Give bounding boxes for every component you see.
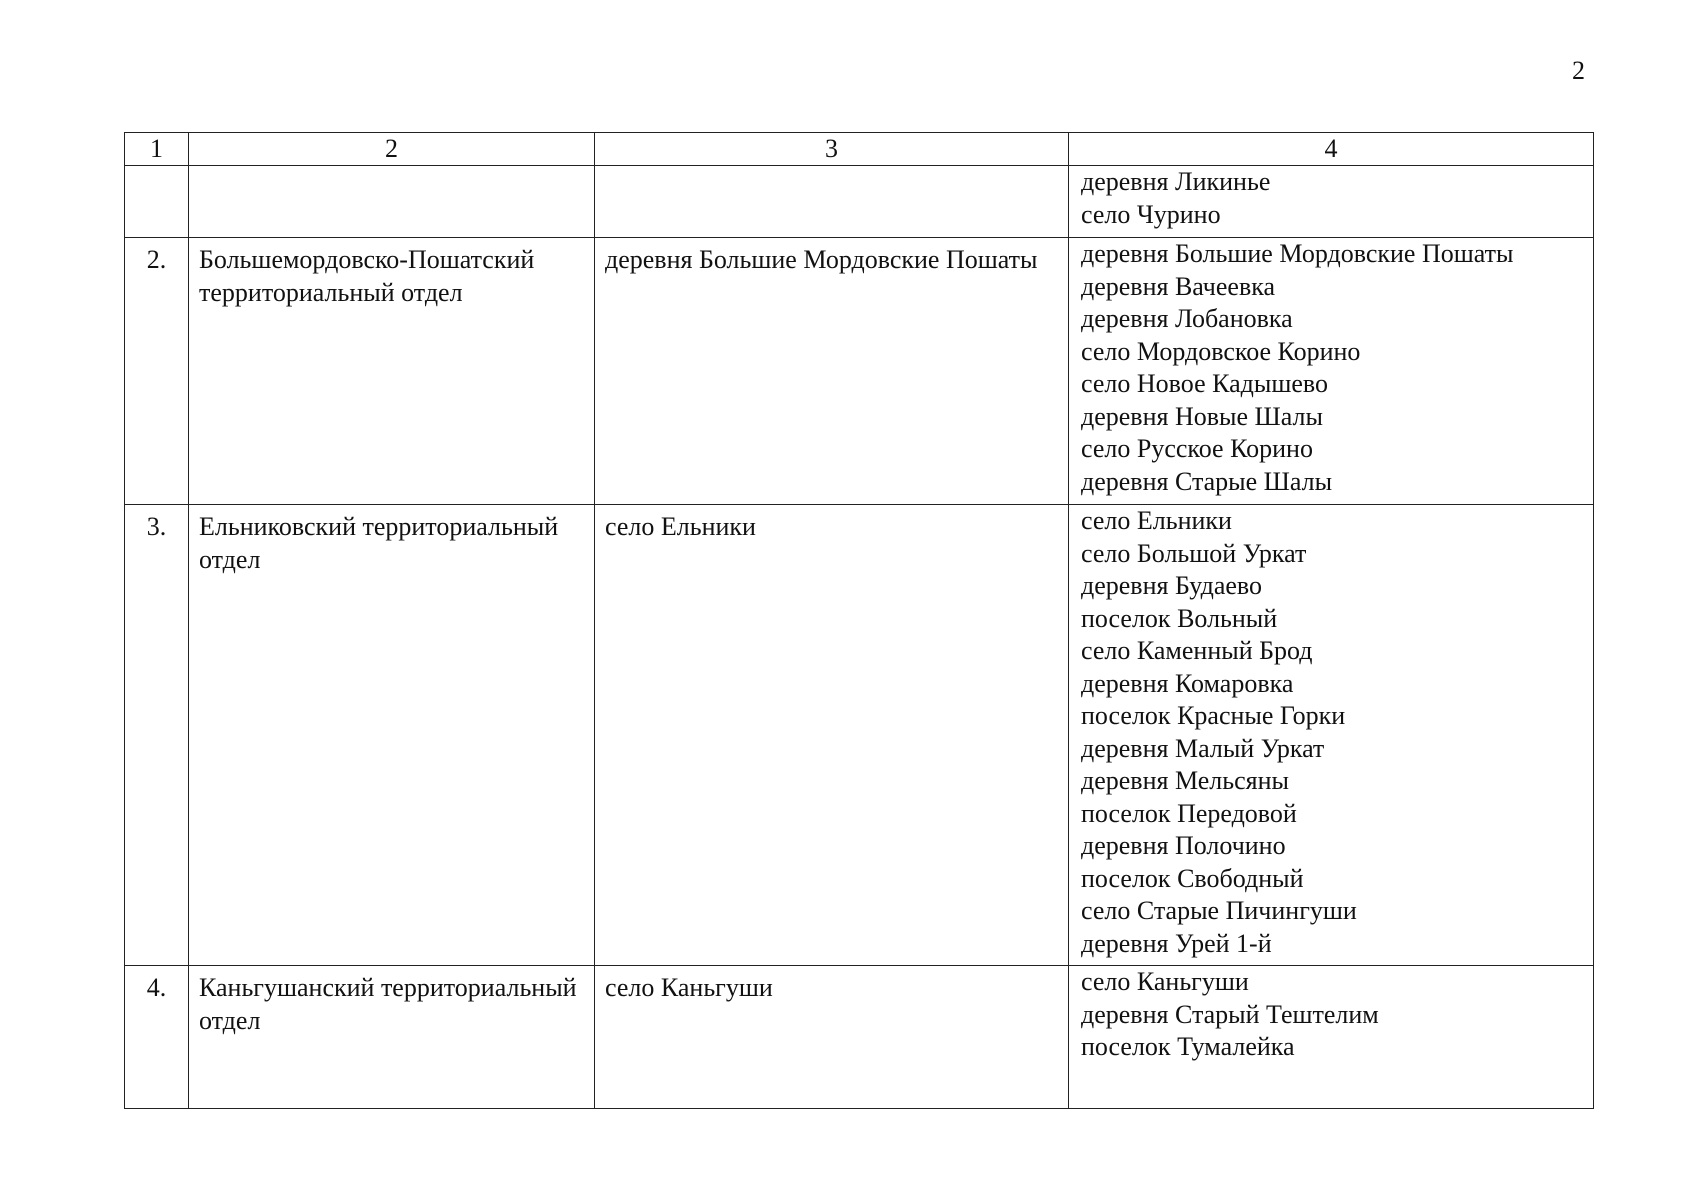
administrative-center bbox=[595, 166, 1069, 238]
administrative-center: село Ельники bbox=[595, 505, 1069, 966]
settlement-item: деревня Лобановка bbox=[1081, 304, 1293, 333]
settlement-item: село Старые Пичингуши bbox=[1081, 896, 1357, 925]
table-row bbox=[125, 966, 1594, 1109]
table-row bbox=[125, 166, 1594, 238]
table-row bbox=[125, 505, 1594, 966]
settlement-item: село Чурино bbox=[1081, 199, 1221, 229]
settlement-item: село Русское Корино bbox=[1081, 434, 1313, 463]
settlement-list bbox=[1069, 966, 1594, 1109]
row-number: 3. bbox=[125, 505, 189, 966]
settlement-item: село Большой Уркат bbox=[1081, 538, 1307, 568]
settlement-item: село Каньгуши bbox=[1081, 967, 1249, 996]
settlement-item: деревня Мельсяны bbox=[1081, 766, 1289, 795]
department-name: Каньгушанский территориальный отдел bbox=[189, 966, 595, 1109]
settlement-item: поселок Передовой bbox=[1081, 798, 1297, 828]
page-number: 2 bbox=[1572, 56, 1585, 85]
settlement-item: деревня Новые Шалы bbox=[1081, 401, 1323, 431]
row-number: 4. bbox=[125, 966, 189, 1109]
settlement-item: деревня Будаево bbox=[1081, 571, 1263, 600]
settlement-item: деревня Малый Уркат bbox=[1081, 733, 1325, 763]
settlement-item: деревня Комаровка bbox=[1081, 668, 1294, 698]
column-header-4: 4 bbox=[1069, 133, 1594, 166]
settlement-item: поселок Вольный bbox=[1081, 603, 1278, 633]
settlement-item: деревня Вачеевка bbox=[1081, 271, 1276, 301]
settlements-table bbox=[124, 132, 1594, 1109]
settlement-list bbox=[1069, 505, 1594, 966]
row-number: 2. bbox=[125, 238, 189, 505]
settlement-item: поселок Свободный bbox=[1081, 863, 1304, 893]
settlement-list bbox=[1069, 238, 1594, 505]
settlement-item: деревня Урей 1-й bbox=[1081, 928, 1272, 958]
settlement-item: поселок Красные Горки bbox=[1081, 701, 1346, 730]
settlement-item: село Каменный Брод bbox=[1081, 636, 1313, 665]
settlement-item: поселок Тумалейка bbox=[1081, 1032, 1295, 1061]
column-header-1: 1 bbox=[125, 133, 189, 166]
column-header-2: 2 bbox=[189, 133, 595, 166]
table-header-row bbox=[125, 133, 1594, 166]
settlement-item: село Ельники bbox=[1081, 506, 1232, 535]
settlement-item: село Мордовское Корино bbox=[1081, 336, 1361, 366]
column-header-3: 3 bbox=[595, 133, 1069, 166]
department-name bbox=[189, 166, 595, 238]
department-name: Ельниковский территориальный отдел bbox=[189, 505, 595, 966]
administrative-center: село Каньгуши bbox=[595, 966, 1069, 1109]
settlement-item: деревня Старый Тештелим bbox=[1081, 999, 1379, 1029]
settlement-item: деревня Большие Мордовские Пошаты bbox=[1081, 239, 1514, 268]
administrative-center: деревня Большие Мордовские Пошаты bbox=[595, 238, 1069, 505]
table-row bbox=[125, 238, 1594, 505]
settlement-item: село Новое Кадышево bbox=[1081, 369, 1328, 398]
settlement-item: деревня Ликинье bbox=[1081, 167, 1271, 196]
settlement-item: деревня Полочино bbox=[1081, 831, 1286, 860]
settlement-item: деревня Старые Шалы bbox=[1081, 466, 1333, 496]
department-name: Большемордовско-Пошатский территориальный отдел bbox=[189, 238, 595, 505]
row-number bbox=[125, 166, 189, 238]
settlement-list bbox=[1069, 166, 1594, 238]
